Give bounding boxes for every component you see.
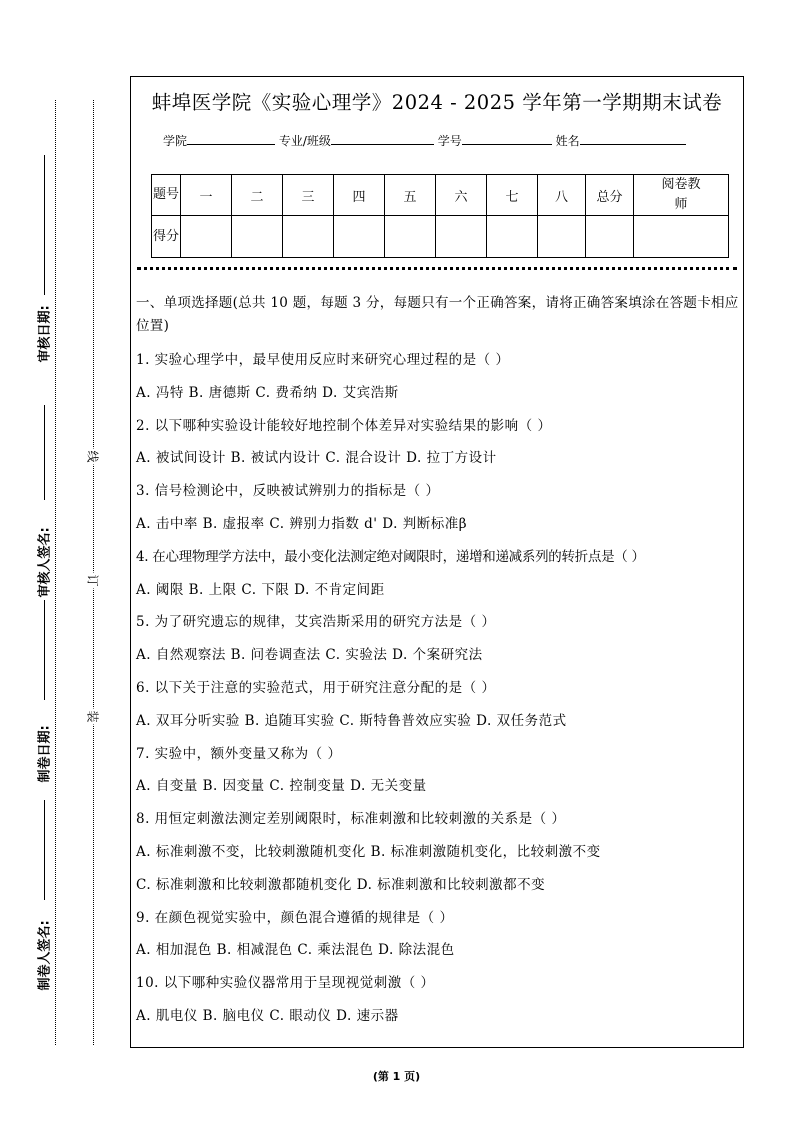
score-cell-5[interactable] (385, 216, 436, 258)
question-line: 10. 以下哪种实验仪器常用于呈现视觉刺激（ ） (136, 975, 435, 992)
col-4: 四 (334, 175, 385, 216)
score-cell-total[interactable] (586, 216, 634, 258)
total-header: 总分 (586, 175, 634, 216)
grader-header (634, 175, 729, 216)
question-line: 8. 用恒定刺激法测定差别阈限时，标准刺激和比较刺激的关系是（ ） (136, 811, 566, 828)
binding-mark-line: 线 (85, 450, 100, 463)
question-line: 6. 以下关于注意的实验范式，用于研究注意分配的是（ ） (136, 679, 496, 696)
score-row-header: 得分 (152, 216, 181, 258)
answer-line: A. 阈限 B. 上限 C. 下限 D. 不肯定间距 (136, 581, 385, 598)
col-5: 五 (385, 175, 436, 216)
question-line: 9. 在颜色视觉实验中，颜色混合遵循的规律是（ ） (136, 909, 454, 926)
maker-sign-label: 制卷人签名: (37, 920, 53, 991)
col-8: 八 (538, 175, 586, 216)
score-cell-8[interactable] (538, 216, 586, 258)
page-number: (第 1 页) (372, 1070, 421, 1083)
review-date-label: 审核日期: (37, 305, 53, 363)
score-table (151, 174, 729, 258)
score-cell-2[interactable] (232, 216, 283, 258)
name-label: 姓名 (555, 134, 580, 148)
exam-frame (130, 76, 744, 1048)
grader-header-text: 阅卷教师 (661, 177, 701, 212)
answer-line: A. 自然观察法 B. 问卷调查法 C. 实验法 D. 个案研究法 (136, 647, 483, 664)
score-cell-1[interactable] (181, 216, 232, 258)
question-list (136, 344, 740, 1033)
major-field[interactable] (331, 132, 434, 145)
score-cell-4[interactable] (334, 216, 385, 258)
score-cell-6[interactable] (436, 216, 487, 258)
answer-line: A. 相加混色 B. 相减混色 C. 乘法混色 D. 除法混色 (136, 942, 455, 959)
col-6: 六 (436, 175, 487, 216)
answer-line: A. 击中率 B. 虚报率 C. 辨别力指数 d' D. 判断标准β (136, 515, 468, 532)
question-line: 1. 实验心理学中，最早使用反应时来研究心理过程的是（ ） (136, 352, 510, 368)
student-id-field[interactable] (462, 132, 552, 145)
score-cell-3[interactable] (283, 216, 334, 258)
section-divider (137, 267, 737, 270)
answer-line: A. 自变量 B. 因变量 C. 控制变量 D. 无关变量 (136, 778, 427, 795)
binding-mark-order: 订 (85, 574, 100, 587)
major-label: 专业/班级 (278, 134, 331, 148)
student-id-label: 学号 (437, 134, 462, 148)
question-line: 3. 信号检测论中，反映被试辨别力的指标是（ ） (136, 483, 440, 500)
question-line: 7. 实验中，额外变量又称为（ ） (136, 745, 342, 762)
make-date-blank (44, 600, 45, 700)
score-cell-7[interactable] (487, 216, 538, 258)
question-line: 2. 以下哪种实验设计能较好地控制个体差异对实验结果的影响（ ） (136, 417, 552, 434)
college-label: 学院 (163, 134, 188, 148)
binding-mark-bind: 装 (85, 710, 100, 723)
question-line: 4. 在心理物理学方法中，最小变化法测定绝对阈限时，递增和递减系列的转折点是（ ） (136, 548, 645, 565)
answer-line: A. 标准刺激不变，比较刺激随机变化 B. 标准刺激随机变化，比较刺激不变 (136, 843, 601, 860)
question-line: 5. 为了研究遗忘的规律，艾宾浩斯采用的研究方法是（ ） (136, 614, 496, 631)
answer-line: A. 肌电仪 B. 脑电仪 C. 眼动仪 D. 速示器 (136, 1007, 399, 1024)
answer-line: A. 冯特 B. 唐德斯 C. 费希纳 D. 艾宾浩斯 (136, 384, 399, 401)
answer-line: A. 双耳分听实验 B. 追随耳实验 C. 斯特鲁普效应实验 D. 双任务范式 (136, 712, 567, 729)
col-1: 一 (181, 175, 232, 216)
question-section (136, 292, 740, 1033)
exam-title: 蚌埠医学院《实验心理学》2024 - 2025 学年第一学期期末试卷 (151, 91, 723, 114)
score-cell-grader[interactable] (634, 216, 729, 258)
maker-sign-blank (44, 800, 45, 900)
reviewer-sign-label: 审核人签名: (37, 527, 53, 598)
make-date-label: 制卷日期: (37, 725, 53, 783)
col-7: 七 (487, 175, 538, 216)
margin-dotted-line-outer (55, 100, 56, 1045)
review-date-blank (44, 155, 45, 295)
name-field[interactable] (580, 132, 686, 145)
question-number-header: 题号 (152, 175, 181, 216)
answer-line: A. 被试间设计 B. 被试内设计 C. 混合设计 D. 拉丁方设计 (136, 450, 497, 467)
col-3: 三 (283, 175, 334, 216)
student-info-row (163, 132, 686, 149)
answer-line: C. 标准刺激和比较刺激都随机变化 D. 标准刺激和比较刺激都不变 (136, 876, 546, 893)
col-2: 二 (232, 175, 283, 216)
reviewer-sign-blank (44, 405, 45, 500)
college-field[interactable] (187, 132, 275, 145)
section-1-title: 一、单项选择题(总共 10 题，每题 3 分，每题只有一个正确答案，请将正确答案填涂在答题卡相应位置) (136, 295, 739, 334)
